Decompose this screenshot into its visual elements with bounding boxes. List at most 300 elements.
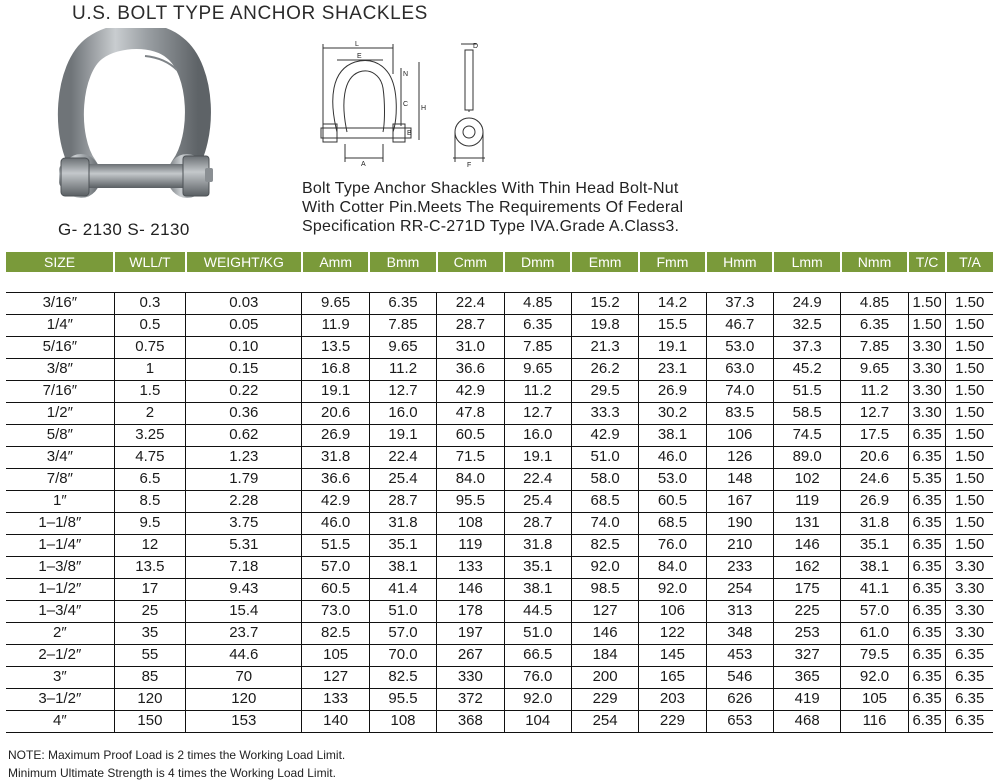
column-header: Cmm <box>437 252 504 272</box>
table-cell: 1–1/4″ <box>6 534 114 556</box>
description-line: Specification RR-C-271D Type IVA.Grade A.Class3. <box>302 218 680 235</box>
description-line: Bolt Type Anchor Shackles With Thin Head Bolt-Nut <box>302 180 679 197</box>
table-cell: 6.35 <box>908 710 946 732</box>
table-cell: 44.5 <box>504 600 571 622</box>
table-cell: 229 <box>571 688 638 710</box>
table-cell: 85 <box>114 666 185 688</box>
table-cell: 1.50 <box>946 512 993 534</box>
table-cell: 76.0 <box>504 666 571 688</box>
table-cell: 146 <box>773 534 840 556</box>
table-cell: 37.3 <box>706 292 773 314</box>
table-cell: 17 <box>114 578 185 600</box>
table-cell: 0.75 <box>114 336 185 358</box>
table-cell: 1.50 <box>908 292 946 314</box>
table-cell: 165 <box>639 666 706 688</box>
table-cell: 58.0 <box>571 468 638 490</box>
table-cell: 145 <box>639 644 706 666</box>
table-cell: 229 <box>639 710 706 732</box>
specification-table <box>6 252 993 733</box>
table-cell: 546 <box>706 666 773 688</box>
table-cell: 1–3/4″ <box>6 600 114 622</box>
model-number: G- 2130 S- 2130 <box>58 220 190 239</box>
column-header: SIZE <box>6 252 114 272</box>
table-cell: 1–1/2″ <box>6 578 114 600</box>
table-cell: 29.5 <box>571 380 638 402</box>
table-cell: 253 <box>773 622 840 644</box>
table-cell: 60.5 <box>639 490 706 512</box>
table-cell: 76.0 <box>639 534 706 556</box>
table-cell: 5.35 <box>908 468 946 490</box>
table-cell: 4.85 <box>504 292 571 314</box>
table-cell: 254 <box>706 578 773 600</box>
description-line: With Cotter Pin.Meets The Requirements Of Federal <box>302 199 684 216</box>
table-cell: 63.0 <box>706 358 773 380</box>
table-cell: 11.2 <box>369 358 436 380</box>
table-cell: 61.0 <box>841 622 908 644</box>
table-cell: 89.0 <box>773 446 840 468</box>
table-cell: 15.2 <box>571 292 638 314</box>
table-cell: 116 <box>841 710 908 732</box>
table-cell: 84.0 <box>639 556 706 578</box>
table-cell: 19.1 <box>369 424 436 446</box>
table-cell: 38.1 <box>369 556 436 578</box>
table-row <box>6 710 993 732</box>
table-cell: 2.28 <box>186 490 302 512</box>
table-cell: 1.50 <box>946 314 993 336</box>
table-cell: 197 <box>437 622 504 644</box>
table-cell: 1.50 <box>946 534 993 556</box>
table-cell: 1.50 <box>946 490 993 512</box>
table-cell: 146 <box>437 578 504 600</box>
table-cell: 98.5 <box>571 578 638 600</box>
table-cell: 3.30 <box>908 336 946 358</box>
table-cell: 0.22 <box>186 380 302 402</box>
table-cell: 23.7 <box>186 622 302 644</box>
table-cell: 3.75 <box>186 512 302 534</box>
table-cell: 19.1 <box>302 380 369 402</box>
table-cell: 92.0 <box>639 578 706 600</box>
table-cell: 95.5 <box>369 688 436 710</box>
table-cell: 73.0 <box>302 600 369 622</box>
table-cell: 71.5 <box>437 446 504 468</box>
table-cell: 1–3/8″ <box>6 556 114 578</box>
table-cell: 5.31 <box>186 534 302 556</box>
table-cell: 419 <box>773 688 840 710</box>
table-cell: 6.35 <box>908 644 946 666</box>
table-cell: 31.8 <box>302 446 369 468</box>
table-cell: 6.35 <box>908 622 946 644</box>
table-cell: 453 <box>706 644 773 666</box>
table-row <box>6 644 993 666</box>
table-cell: 35 <box>114 622 185 644</box>
table-cell: 6.35 <box>908 666 946 688</box>
table-cell: 28.7 <box>437 314 504 336</box>
table-cell: 133 <box>437 556 504 578</box>
table-cell: 175 <box>773 578 840 600</box>
shackle-photo <box>55 28 215 218</box>
table-cell: 51.0 <box>504 622 571 644</box>
table-cell: 1.50 <box>908 314 946 336</box>
table-cell: 38.1 <box>639 424 706 446</box>
table-cell: 1/2″ <box>6 402 114 424</box>
table-cell: 9.65 <box>504 358 571 380</box>
column-header: Amm <box>302 252 369 272</box>
table-row <box>6 622 993 644</box>
table-cell: 74.0 <box>706 380 773 402</box>
table-cell: 51.0 <box>369 600 436 622</box>
table-cell: 104 <box>504 710 571 732</box>
table-cell: 0.36 <box>186 402 302 424</box>
table-cell: 26.9 <box>302 424 369 446</box>
column-header: WEIGHT/KG <box>186 252 302 272</box>
table-cell: 36.6 <box>437 358 504 380</box>
table-cell: 35.1 <box>841 534 908 556</box>
table-cell: 9.65 <box>369 336 436 358</box>
table-cell: 19.8 <box>571 314 638 336</box>
drawing-label-l: L <box>355 41 359 48</box>
table-cell: 365 <box>773 666 840 688</box>
drawing-label-e: E <box>357 53 362 60</box>
table-cell: 37.3 <box>773 336 840 358</box>
table-cell: 26.2 <box>571 358 638 380</box>
table-cell: 28.7 <box>504 512 571 534</box>
table-cell: 33.3 <box>571 402 638 424</box>
column-header: Lmm <box>773 252 840 272</box>
table-row <box>6 490 993 512</box>
drawing-label-c: C <box>403 101 409 108</box>
table-cell: 184 <box>571 644 638 666</box>
table-cell: 12 <box>114 534 185 556</box>
table-cell: 4.85 <box>841 292 908 314</box>
table-cell: 6.35 <box>369 292 436 314</box>
table-cell: 653 <box>706 710 773 732</box>
table-cell: 106 <box>706 424 773 446</box>
table-row <box>6 534 993 556</box>
table-cell: 120 <box>186 688 302 710</box>
table-cell: 200 <box>571 666 638 688</box>
table-row <box>6 314 993 336</box>
table-cell: 1.79 <box>186 468 302 490</box>
table-row <box>6 666 993 688</box>
table-cell: 6.35 <box>908 512 946 534</box>
table-cell: 6.35 <box>946 644 993 666</box>
table-cell: 46.0 <box>302 512 369 534</box>
table-cell: 60.5 <box>302 578 369 600</box>
table-cell: 5/8″ <box>6 424 114 446</box>
table-cell: 74.5 <box>773 424 840 446</box>
table-cell: 0.05 <box>186 314 302 336</box>
table-cell: 1/4″ <box>6 314 114 336</box>
table-cell: 57.0 <box>369 622 436 644</box>
table-cell: 210 <box>706 534 773 556</box>
table-cell: 146 <box>571 622 638 644</box>
table-cell: 20.6 <box>302 402 369 424</box>
table-cell: 22.4 <box>504 468 571 490</box>
table-cell: 3.30 <box>946 578 993 600</box>
table-cell: 31.8 <box>369 512 436 534</box>
table-cell: 23.1 <box>639 358 706 380</box>
table-cell: 6.35 <box>908 688 946 710</box>
table-cell: 24.9 <box>773 292 840 314</box>
table-cell: 74.0 <box>571 512 638 534</box>
table-cell: 11.2 <box>504 380 571 402</box>
table-cell: 92.0 <box>841 666 908 688</box>
table-cell: 3/8″ <box>6 358 114 380</box>
table-cell: 3.30 <box>908 380 946 402</box>
table-cell: 254 <box>571 710 638 732</box>
table-cell: 267 <box>437 644 504 666</box>
column-header: T/A <box>946 252 993 272</box>
table-cell: 6.35 <box>908 600 946 622</box>
table-cell: 70.0 <box>369 644 436 666</box>
table-row <box>6 600 993 622</box>
table-cell: 68.5 <box>571 490 638 512</box>
table-cell: 57.0 <box>302 556 369 578</box>
table-cell: 8.5 <box>114 490 185 512</box>
table-cell: 41.1 <box>841 578 908 600</box>
table-cell: 11.9 <box>302 314 369 336</box>
table-cell: 6.35 <box>908 490 946 512</box>
table-cell: 22.4 <box>437 292 504 314</box>
table-cell: 92.0 <box>504 688 571 710</box>
table-row <box>6 402 993 424</box>
table-cell: 24.6 <box>841 468 908 490</box>
table-cell: 1.50 <box>946 380 993 402</box>
table-cell: 9.65 <box>302 292 369 314</box>
table-row <box>6 446 993 468</box>
table-cell: 92.0 <box>571 556 638 578</box>
table-row <box>6 336 993 358</box>
table-cell: 122 <box>639 622 706 644</box>
table-cell: 119 <box>437 534 504 556</box>
table-cell: 3.30 <box>908 402 946 424</box>
table-cell: 15.5 <box>639 314 706 336</box>
table-cell: 21.3 <box>571 336 638 358</box>
table-cell: 7.85 <box>841 336 908 358</box>
table-cell: 1.5 <box>114 380 185 402</box>
table-row <box>6 512 993 534</box>
table-cell: 1.50 <box>946 292 993 314</box>
table-cell: 102 <box>773 468 840 490</box>
table-cell: 153 <box>186 710 302 732</box>
table-cell: 16.0 <box>504 424 571 446</box>
table-cell: 120 <box>114 688 185 710</box>
table-cell: 30.2 <box>639 402 706 424</box>
drawing-label-n: N <box>403 71 409 78</box>
column-header: T/C <box>908 252 946 272</box>
table-cell: 6.35 <box>841 314 908 336</box>
table-row <box>6 468 993 490</box>
table-cell: 6.35 <box>908 424 946 446</box>
table-cell: 1 <box>114 358 185 380</box>
table-cell: 327 <box>773 644 840 666</box>
table-cell: 7/16″ <box>6 380 114 402</box>
table-cell: 83.5 <box>706 402 773 424</box>
table-cell: 26.9 <box>841 490 908 512</box>
table-cell: 108 <box>369 710 436 732</box>
table-cell: 13.5 <box>114 556 185 578</box>
table-cell: 0.3 <box>114 292 185 314</box>
table-cell: 3.25 <box>114 424 185 446</box>
table-row <box>6 380 993 402</box>
table-cell: 7/8″ <box>6 468 114 490</box>
table-cell: 2–1/2″ <box>6 644 114 666</box>
table-cell: 7.18 <box>186 556 302 578</box>
table-cell: 51.5 <box>302 534 369 556</box>
dimension-drawing <box>315 40 515 170</box>
table-row <box>6 424 993 446</box>
table-cell: 3.30 <box>946 622 993 644</box>
table-cell: 15.4 <box>186 600 302 622</box>
column-header: Dmm <box>504 252 571 272</box>
table-cell: 28.7 <box>369 490 436 512</box>
table-cell: 6.35 <box>946 666 993 688</box>
drawing-label-b: B <box>407 130 412 137</box>
table-cell: 13.5 <box>302 336 369 358</box>
table-cell: 1.50 <box>946 358 993 380</box>
table-cell: 32.5 <box>773 314 840 336</box>
table-cell: 6.35 <box>908 446 946 468</box>
table-cell: 0.15 <box>186 358 302 380</box>
table-row <box>6 578 993 600</box>
table-row <box>6 358 993 380</box>
table-cell: 9.43 <box>186 578 302 600</box>
table-cell: 6.35 <box>946 710 993 732</box>
column-header: Emm <box>571 252 638 272</box>
table-cell: 3″ <box>6 666 114 688</box>
table-cell: 12.7 <box>504 402 571 424</box>
table-cell: 16.0 <box>369 402 436 424</box>
table-cell: 66.5 <box>504 644 571 666</box>
table-cell: 6.35 <box>908 556 946 578</box>
table-cell: 38.1 <box>841 556 908 578</box>
table-cell: 6.35 <box>908 578 946 600</box>
table-cell: 47.8 <box>437 402 504 424</box>
table-row <box>6 556 993 578</box>
table-cell: 25.4 <box>369 468 436 490</box>
table-cell: 348 <box>706 622 773 644</box>
table-cell: 203 <box>639 688 706 710</box>
drawing-label-d: D <box>473 43 479 50</box>
table-cell: 45.2 <box>773 358 840 380</box>
table-cell: 5/16″ <box>6 336 114 358</box>
table-cell: 167 <box>706 490 773 512</box>
table-cell: 95.5 <box>437 490 504 512</box>
table-cell: 372 <box>437 688 504 710</box>
table-cell: 133 <box>302 688 369 710</box>
table-cell: 70 <box>186 666 302 688</box>
table-cell: 150 <box>114 710 185 732</box>
table-cell: 51.0 <box>571 446 638 468</box>
table-cell: 178 <box>437 600 504 622</box>
table-cell: 20.6 <box>841 446 908 468</box>
table-cell: 25 <box>114 600 185 622</box>
table-cell: 58.5 <box>773 402 840 424</box>
table-cell: 1.50 <box>946 446 993 468</box>
note-ultimate-strength: Minimum Ultimate Strength is 4 times the Working Load Limit. <box>8 766 336 780</box>
table-cell: 31.8 <box>841 512 908 534</box>
table-cell: 3–1/2″ <box>6 688 114 710</box>
table-cell: 106 <box>639 600 706 622</box>
table-cell: 35.1 <box>369 534 436 556</box>
table-cell: 53.0 <box>639 468 706 490</box>
table-cell: 626 <box>706 688 773 710</box>
drawing-label-h: H <box>421 105 427 112</box>
table-cell: 3.30 <box>908 358 946 380</box>
table-cell: 79.5 <box>841 644 908 666</box>
table-cell: 162 <box>773 556 840 578</box>
table-cell: 19.1 <box>504 446 571 468</box>
table-cell: 119 <box>773 490 840 512</box>
table-cell: 2″ <box>6 622 114 644</box>
table-cell: 26.9 <box>639 380 706 402</box>
table-cell: 3/4″ <box>6 446 114 468</box>
table-cell: 42.9 <box>571 424 638 446</box>
table-cell: 105 <box>841 688 908 710</box>
table-cell: 42.9 <box>302 490 369 512</box>
table-cell: 127 <box>571 600 638 622</box>
table-cell: 82.5 <box>302 622 369 644</box>
table-cell: 105 <box>302 644 369 666</box>
table-cell: 2 <box>114 402 185 424</box>
table-row <box>6 292 993 314</box>
table-cell: 368 <box>437 710 504 732</box>
table-cell: 131 <box>773 512 840 534</box>
table-cell: 31.0 <box>437 336 504 358</box>
table-cell: 313 <box>706 600 773 622</box>
table-cell: 108 <box>437 512 504 534</box>
table-cell: 9.65 <box>841 358 908 380</box>
table-cell: 0.03 <box>186 292 302 314</box>
table-cell: 140 <box>302 710 369 732</box>
drawing-label-a: A <box>361 161 366 168</box>
table-cell: 148 <box>706 468 773 490</box>
table-cell: 51.5 <box>773 380 840 402</box>
table-row <box>6 688 993 710</box>
table-cell: 1.50 <box>946 402 993 424</box>
table-cell: 36.6 <box>302 468 369 490</box>
table-cell: 14.2 <box>639 292 706 314</box>
column-header: Hmm <box>706 252 773 272</box>
table-cell: 6.35 <box>946 688 993 710</box>
table-cell: 1.23 <box>186 446 302 468</box>
table-cell: 42.9 <box>437 380 504 402</box>
table-cell: 126 <box>706 446 773 468</box>
table-cell: 35.1 <box>504 556 571 578</box>
table-cell: 46.7 <box>706 314 773 336</box>
table-cell: 60.5 <box>437 424 504 446</box>
table-cell: 1.50 <box>946 424 993 446</box>
table-cell: 84.0 <box>437 468 504 490</box>
table-cell: 1–1/8″ <box>6 512 114 534</box>
table-header <box>6 252 993 272</box>
table-cell: 38.1 <box>504 578 571 600</box>
table-cell: 7.85 <box>369 314 436 336</box>
table-cell: 57.0 <box>841 600 908 622</box>
table-cell: 16.8 <box>302 358 369 380</box>
product-description <box>302 179 782 236</box>
table-cell: 22.4 <box>369 446 436 468</box>
table-cell: 0.10 <box>186 336 302 358</box>
note-proof-load: NOTE: Maximum Proof Load is 2 times the Working Load Limit. <box>8 748 346 762</box>
table-cell: 6.5 <box>114 468 185 490</box>
page-title: U.S. BOLT TYPE ANCHOR SHACKLES <box>72 3 428 24</box>
table-cell: 233 <box>706 556 773 578</box>
table-cell: 1″ <box>6 490 114 512</box>
table-cell: 4.75 <box>114 446 185 468</box>
table-cell: 55 <box>114 644 185 666</box>
table-cell: 127 <box>302 666 369 688</box>
